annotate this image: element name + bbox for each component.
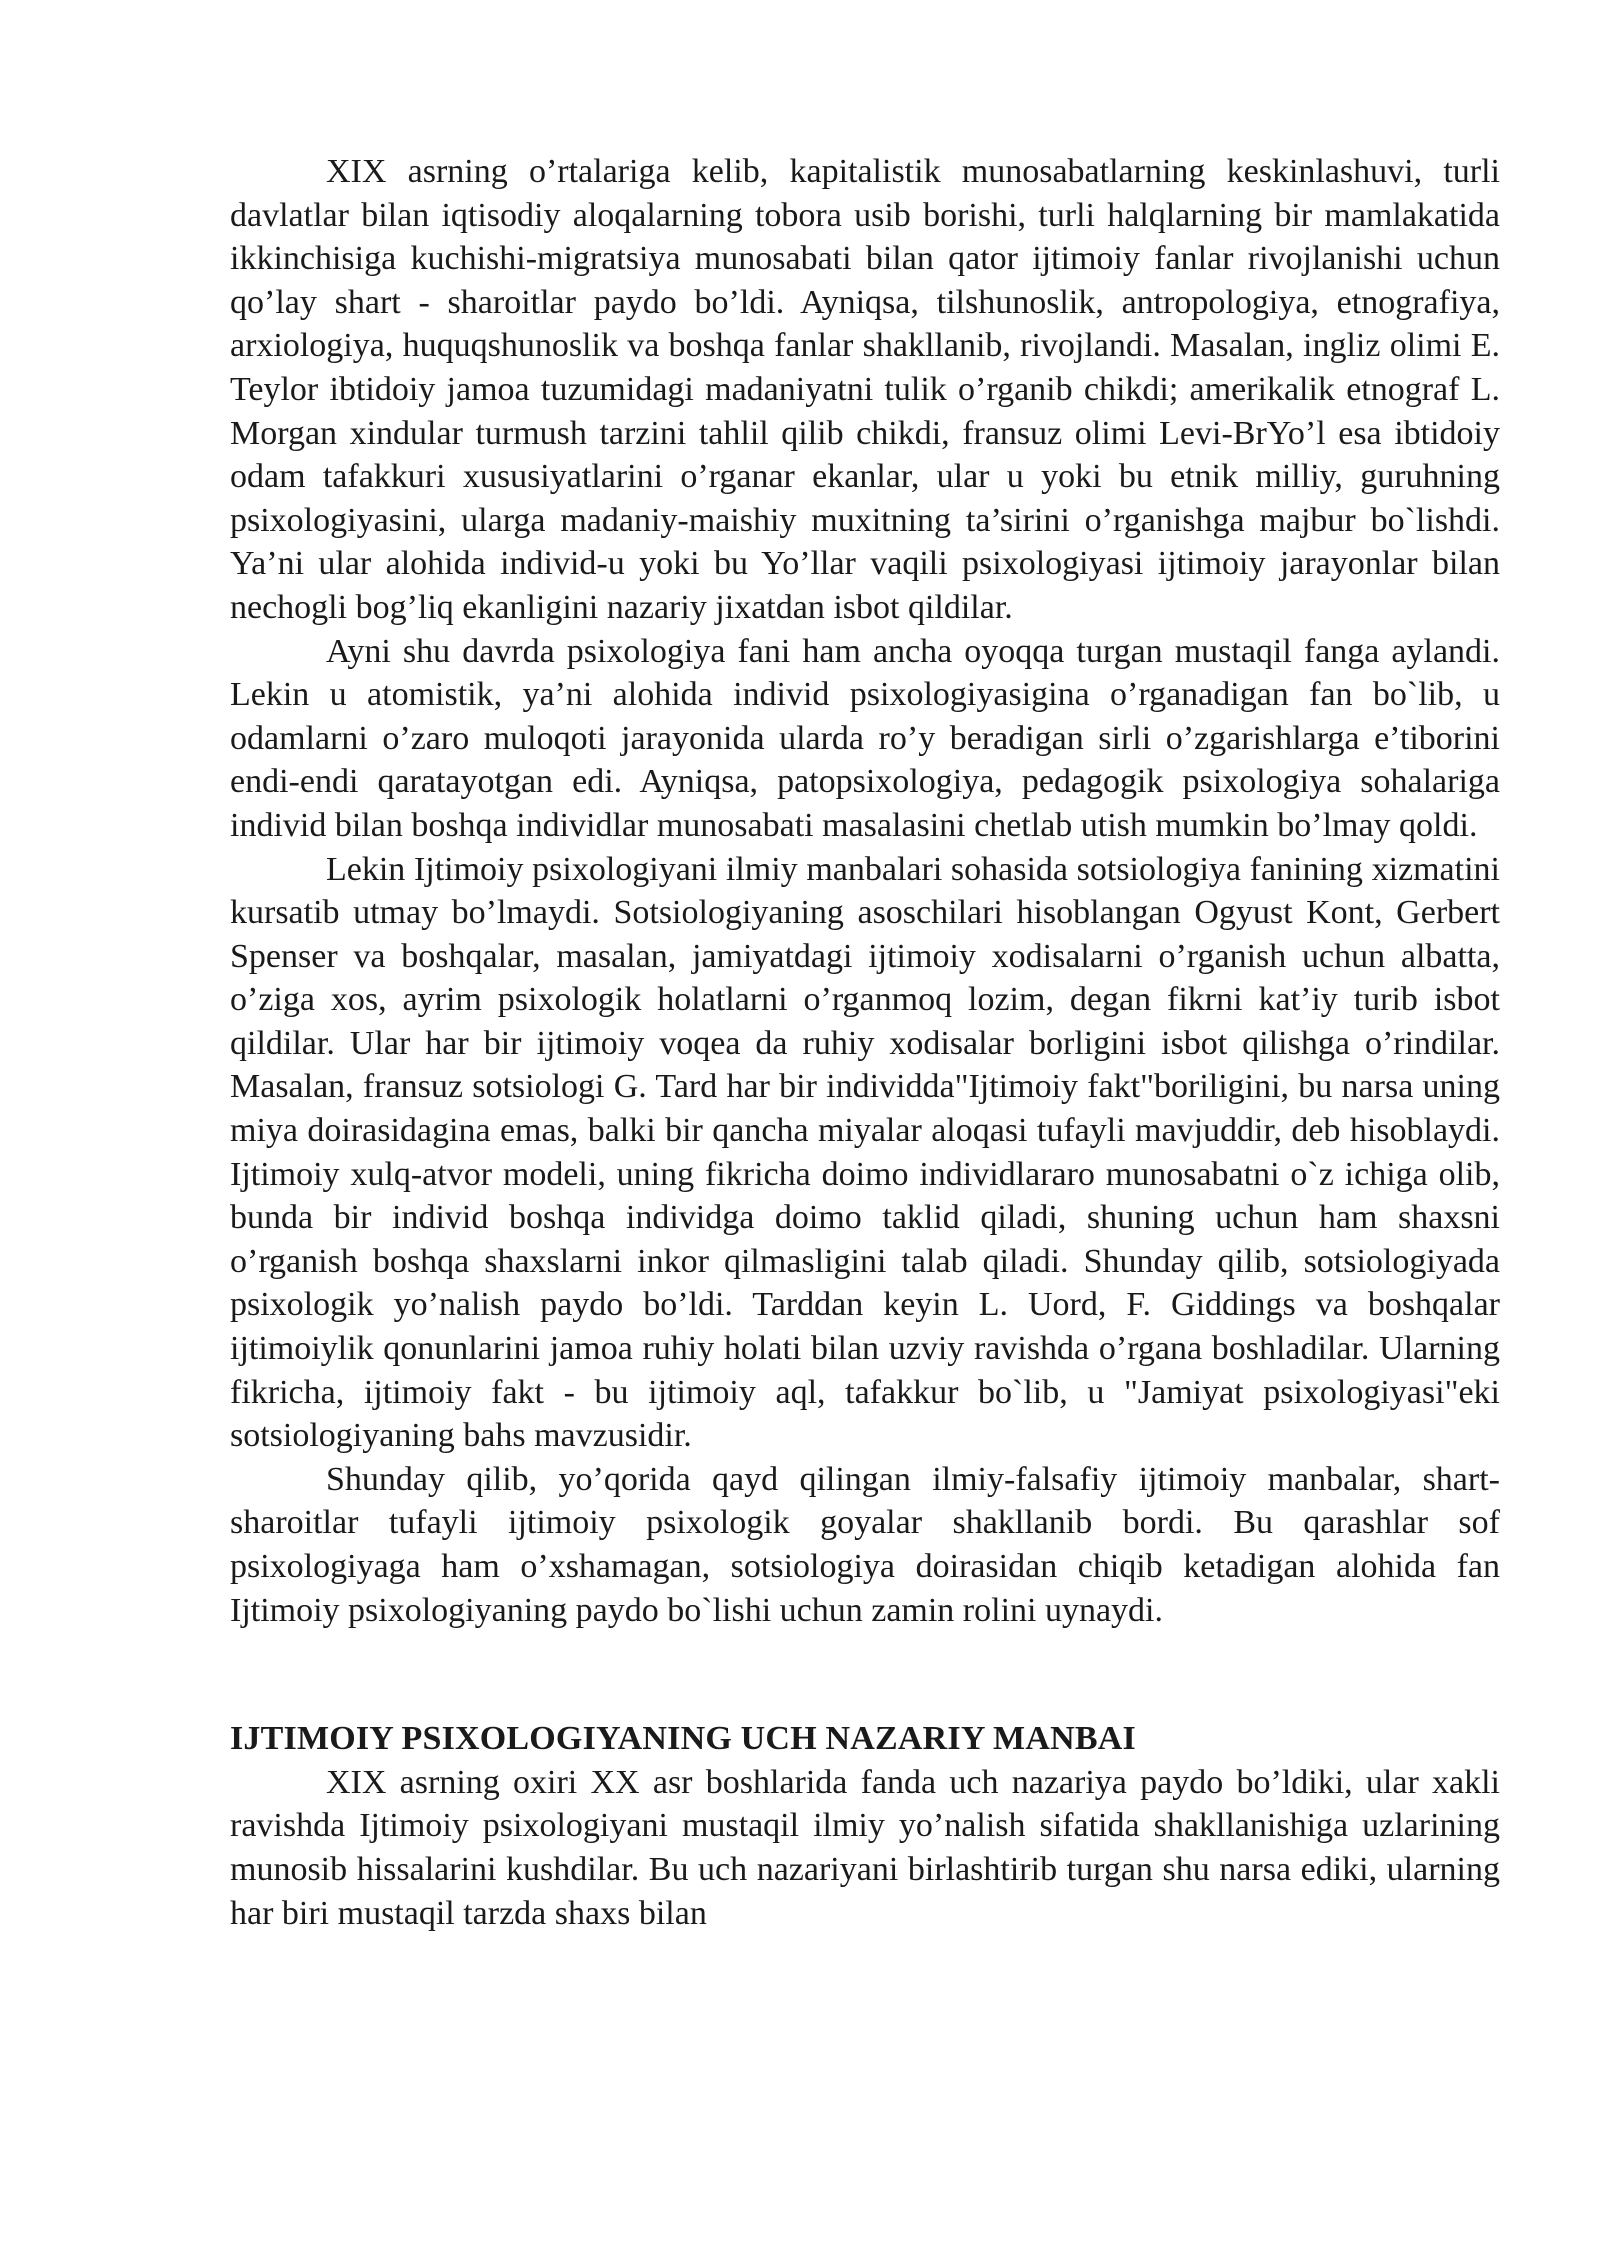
- paragraph-1: XIX asrning o’rtalariga kelib, kapitalistik munosabatlarning keskinlashuvi, turli davlatlar bilan iqtisodiy aloqalarning tobora usib borishi, turli halqlarning bir mamlakatida ikkinchisiga kuchishi-migratsiya munosabati bilan qator ijtimoiy fanlar rivojlanishi uchun qo’lay shart - sharoitlar paydo bo’ldi. Ayniqsa, tilshunoslik, antropologiya, etnografiya, arxiologiya, huquqshunoslik va boshqa fanlar shakllanib, rivojlandi. Masalan, ingliz olimi E. Teylor ibtidoiy jamoa tuzumidagi madaniyatni tulik o’rganib chikdi; amerikalik etnograf L. Morgan xindular turmush tarzini tahlil qilib chikdi, fransuz olimi Levi-BrYo’l esa ibtidoiy odam tafakkuri xususiyatlarini o’rganar ekanlar, ular u yoki bu etnik milliy, guruhning psixologiyasini, ularga madaniy-maishiy muxitning ta’sirini o’rganishga majbur bo`lishdi. Ya’ni ular alohida individ-u yoki bu Yo’llar vaqili psixologiyasi ijtimoiy jarayonlar bilan nechogli bog’liq ekanligini nazariy jixatdan isbot qildilar.: [230, 153, 1500, 626]
- paragraph-3: Lekin Ijtimoiy psixologiyani ilmiy manbalari sohasida sotsiologiya fanining xizmatini kursatib utmay bo’lmaydi. Sotsiologiyaning asoschilari hisoblangan Ogyust Kont, Gerbert Spenser va boshqalar, masalan, jamiyatdagi ijtimoiy xodisalarni o’rganish uchun albatta, o’ziga xos, ayrim psixologik holatlarni o’rganmoq lozim, degan fikrni kat’iy turib isbot qildilar. Ular har bir ijtimoiy voqea da ruhiy xodisalar borligini isbot qilishga o’rindilar. Masalan, fransuz sotsiologi G. Tard har bir individda"Ijtimoiy fakt"boriligini, bu narsa uning miya doirasidagina emas, balki bir qancha miyalar aloqasi tufayli mavjuddir, deb hisoblaydi. Ijtimoiy xulq-atvor modeli, uning fikricha doimo individlararo munosabatni o`z ichiga olib, bunda bir individ boshqa individga doimo taklid qiladi, shuning uchun ham shaxsni o’rganish boshqa shaxslarni inkor qilmasligini talab qiladi. Shunday qilib, sotsiologiyada psixologik yo’nalish paydo bo’ldi. Tarddan keyin L. Uord, F. Giddings va boshqalar ijtimoiylik qonunlarini jamoa ruhiy holati bilan uzviy ravishda o’rgana boshladilar. Ularning fikricha, ijtimoiy fakt - bu ijtimoiy aql, tafakkur bo`lib, u "Jamiyat psixologiyasi"eki sotsiologiyaning bahs mavzusidir.: [230, 850, 1500, 1455]
- paragraph-5: XIX asrning oxiri XX asr boshlarida fanda uch nazariya paydo bo’ldiki, ular xakli ravishda Ijtimoiy psixologiyani mustaqil ilmiy yo’nalish sifatida shakllanishiga uzlarining munosib hissalarini kushdilar. Bu uch nazariyani birlashtirib turgan shu narsa ediki, ularning har biri mustaqil tarzda shaxs bilan: [230, 1763, 1500, 1932]
- paragraph-2: Ayni shu davrda psixologiya fani ham ancha oyoqqa turgan mustaqil fanga aylandi. Lekin u atomistik, ya’ni alohida individ psixologiyasigina o’rganadigan fan bo`lib, u odamlarni o’zaro muloqoti jarayonida ularda ro’y beradigan sirli o’zgarishlarga e’tiborini endi-endi qaratayotgan edi. Ayniqsa, patopsixologiya, pedagogik psixologiya sohalariga individ bilan boshqa individlar munosabati masalasini chetlab utish mumkin bo’lmay qoldi.: [230, 632, 1500, 844]
- section-heading: IJTIMOIY PSIXOLOGIYANING UCH NAZARIY MANBAI: [230, 1720, 1136, 1758]
- document-page: [230, 150, 1500, 1935]
- paragraph-4: Shunday qilib, yo’qorida qayd qilingan ilmiy-falsafiy ijtimoiy manbalar, shart-sharoitlar tufayli ijtimoiy psixologik goyalar shakllanib bordi. Bu qarashlar sof psixologiyaga ham o’xshamagan, sotsiologiya doirasidan chiqib ketadigan alohida fan Ijtimoiy psixologiyaning paydo bo`lishi uchun zamin rolini uynaydi.: [230, 1460, 1500, 1629]
